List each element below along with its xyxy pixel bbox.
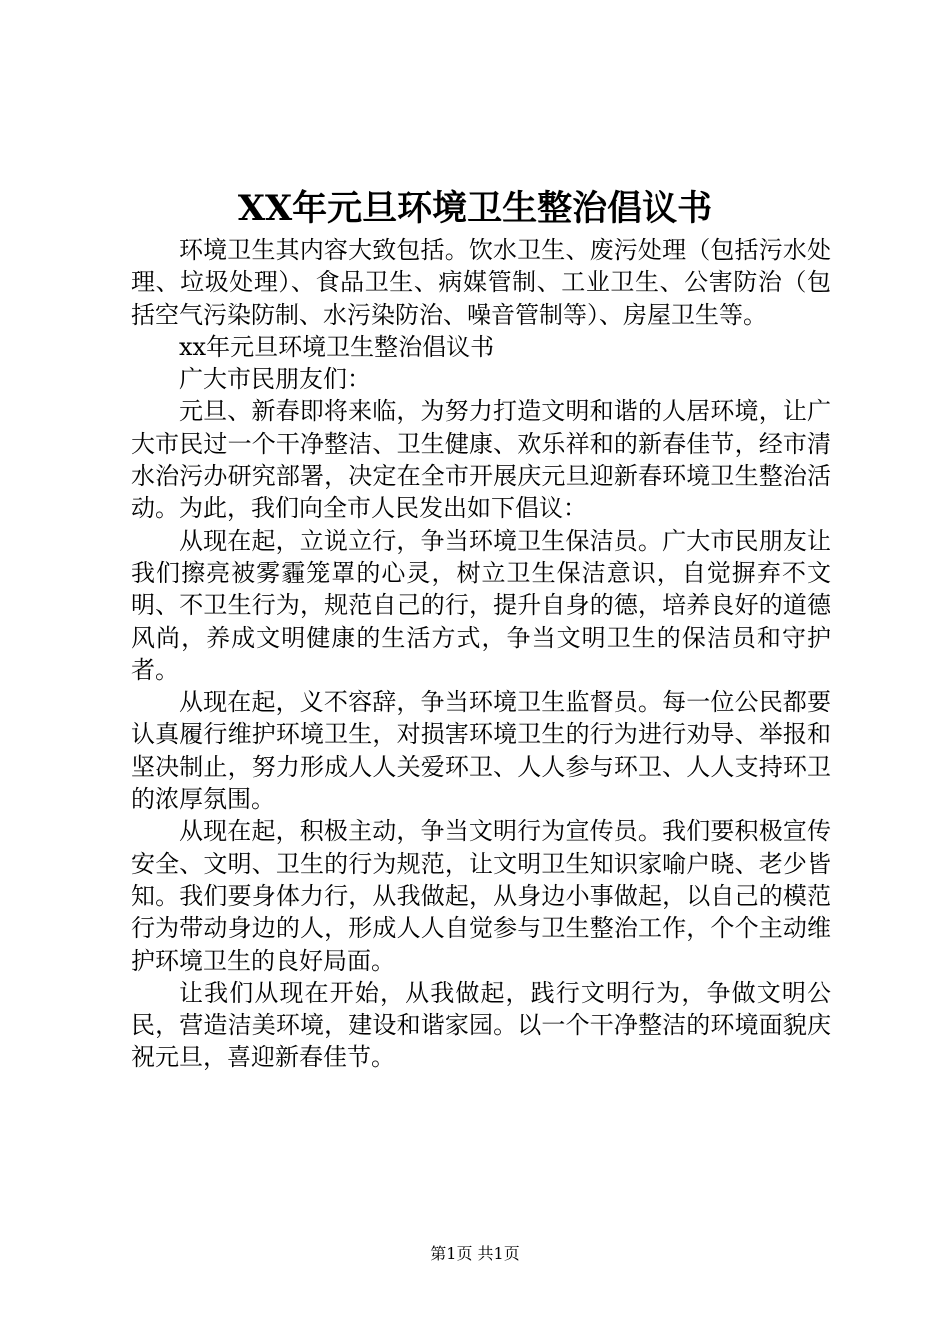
paragraph-promoter: 从现在起，积极主动，争当文明行为宣传员。我们要积极宣传安全、文明、卫生的行为规范，让文明卫生知识家喻户晓、老少皆知。我们要身体力行，从我做起，从身边小事做起，以自己的模范行为带动身边的人，形成人人自觉参与卫生整治工作，个个主动维护环境卫生的良好局面。	[131, 817, 831, 975]
document-title: XX年元旦环境卫生整治倡议书	[237, 188, 713, 229]
paragraph-closing: 让我们从现在开始，从我做起，践行文明行为，争做文明公民，营造洁美环境，建设和谐家园。以一个干净整洁的环境面貌庆祝元旦，喜迎新春佳节。	[131, 978, 831, 1072]
page-footer: 第1页 共1页	[430, 1244, 520, 1263]
paragraph-subtitle: xx年元旦环境卫生整治倡议书	[179, 332, 495, 361]
document-body	[131, 234, 831, 1074]
paragraph-salutation: 广大市民朋友们：	[179, 365, 371, 394]
paragraph-intro: 环境卫生其内容大致包括。饮水卫生、废污处理（包括污水处理、垃圾处理）、食品卫生、病媒管制、工业卫生、公害防治（包括空气污染防制、水污染防治、噪音管制等）、房屋卫生等。	[131, 236, 831, 329]
paragraph-preface: 元旦、新春即将来临，为努力打造文明和谐的人居环境，让广大市民过一个干净整洁、卫生健康、欢乐祥和的新春佳节，经市清水治污办研究部署，决定在全市开展庆元旦迎新春环境卫生整治活动。为此，我们向全市人民发出如下倡议：	[131, 397, 831, 523]
paragraph-supervisor: 从现在起，义不容辞，争当环境卫生监督员。每一位公民都要认真履行维护环境卫生，对损害环境卫生的行为进行劝导、举报和坚决制止，努力形成人人关爱环卫、人人参与环卫、人人支持环卫的浓厚氛围。	[131, 688, 831, 814]
paragraph-cleaner: 从现在起，立说立行，争当环境卫生保洁员。广大市民朋友让我们擦亮被雾霾笼罩的心灵，树立卫生保洁意识，自觉摒弃不文明、不卫生行为，规范自己的行，提升自身的德，培养良好的道德风尚，养成文明健康的生活方式，争当文明卫生的保洁员和守护者。	[131, 526, 831, 684]
